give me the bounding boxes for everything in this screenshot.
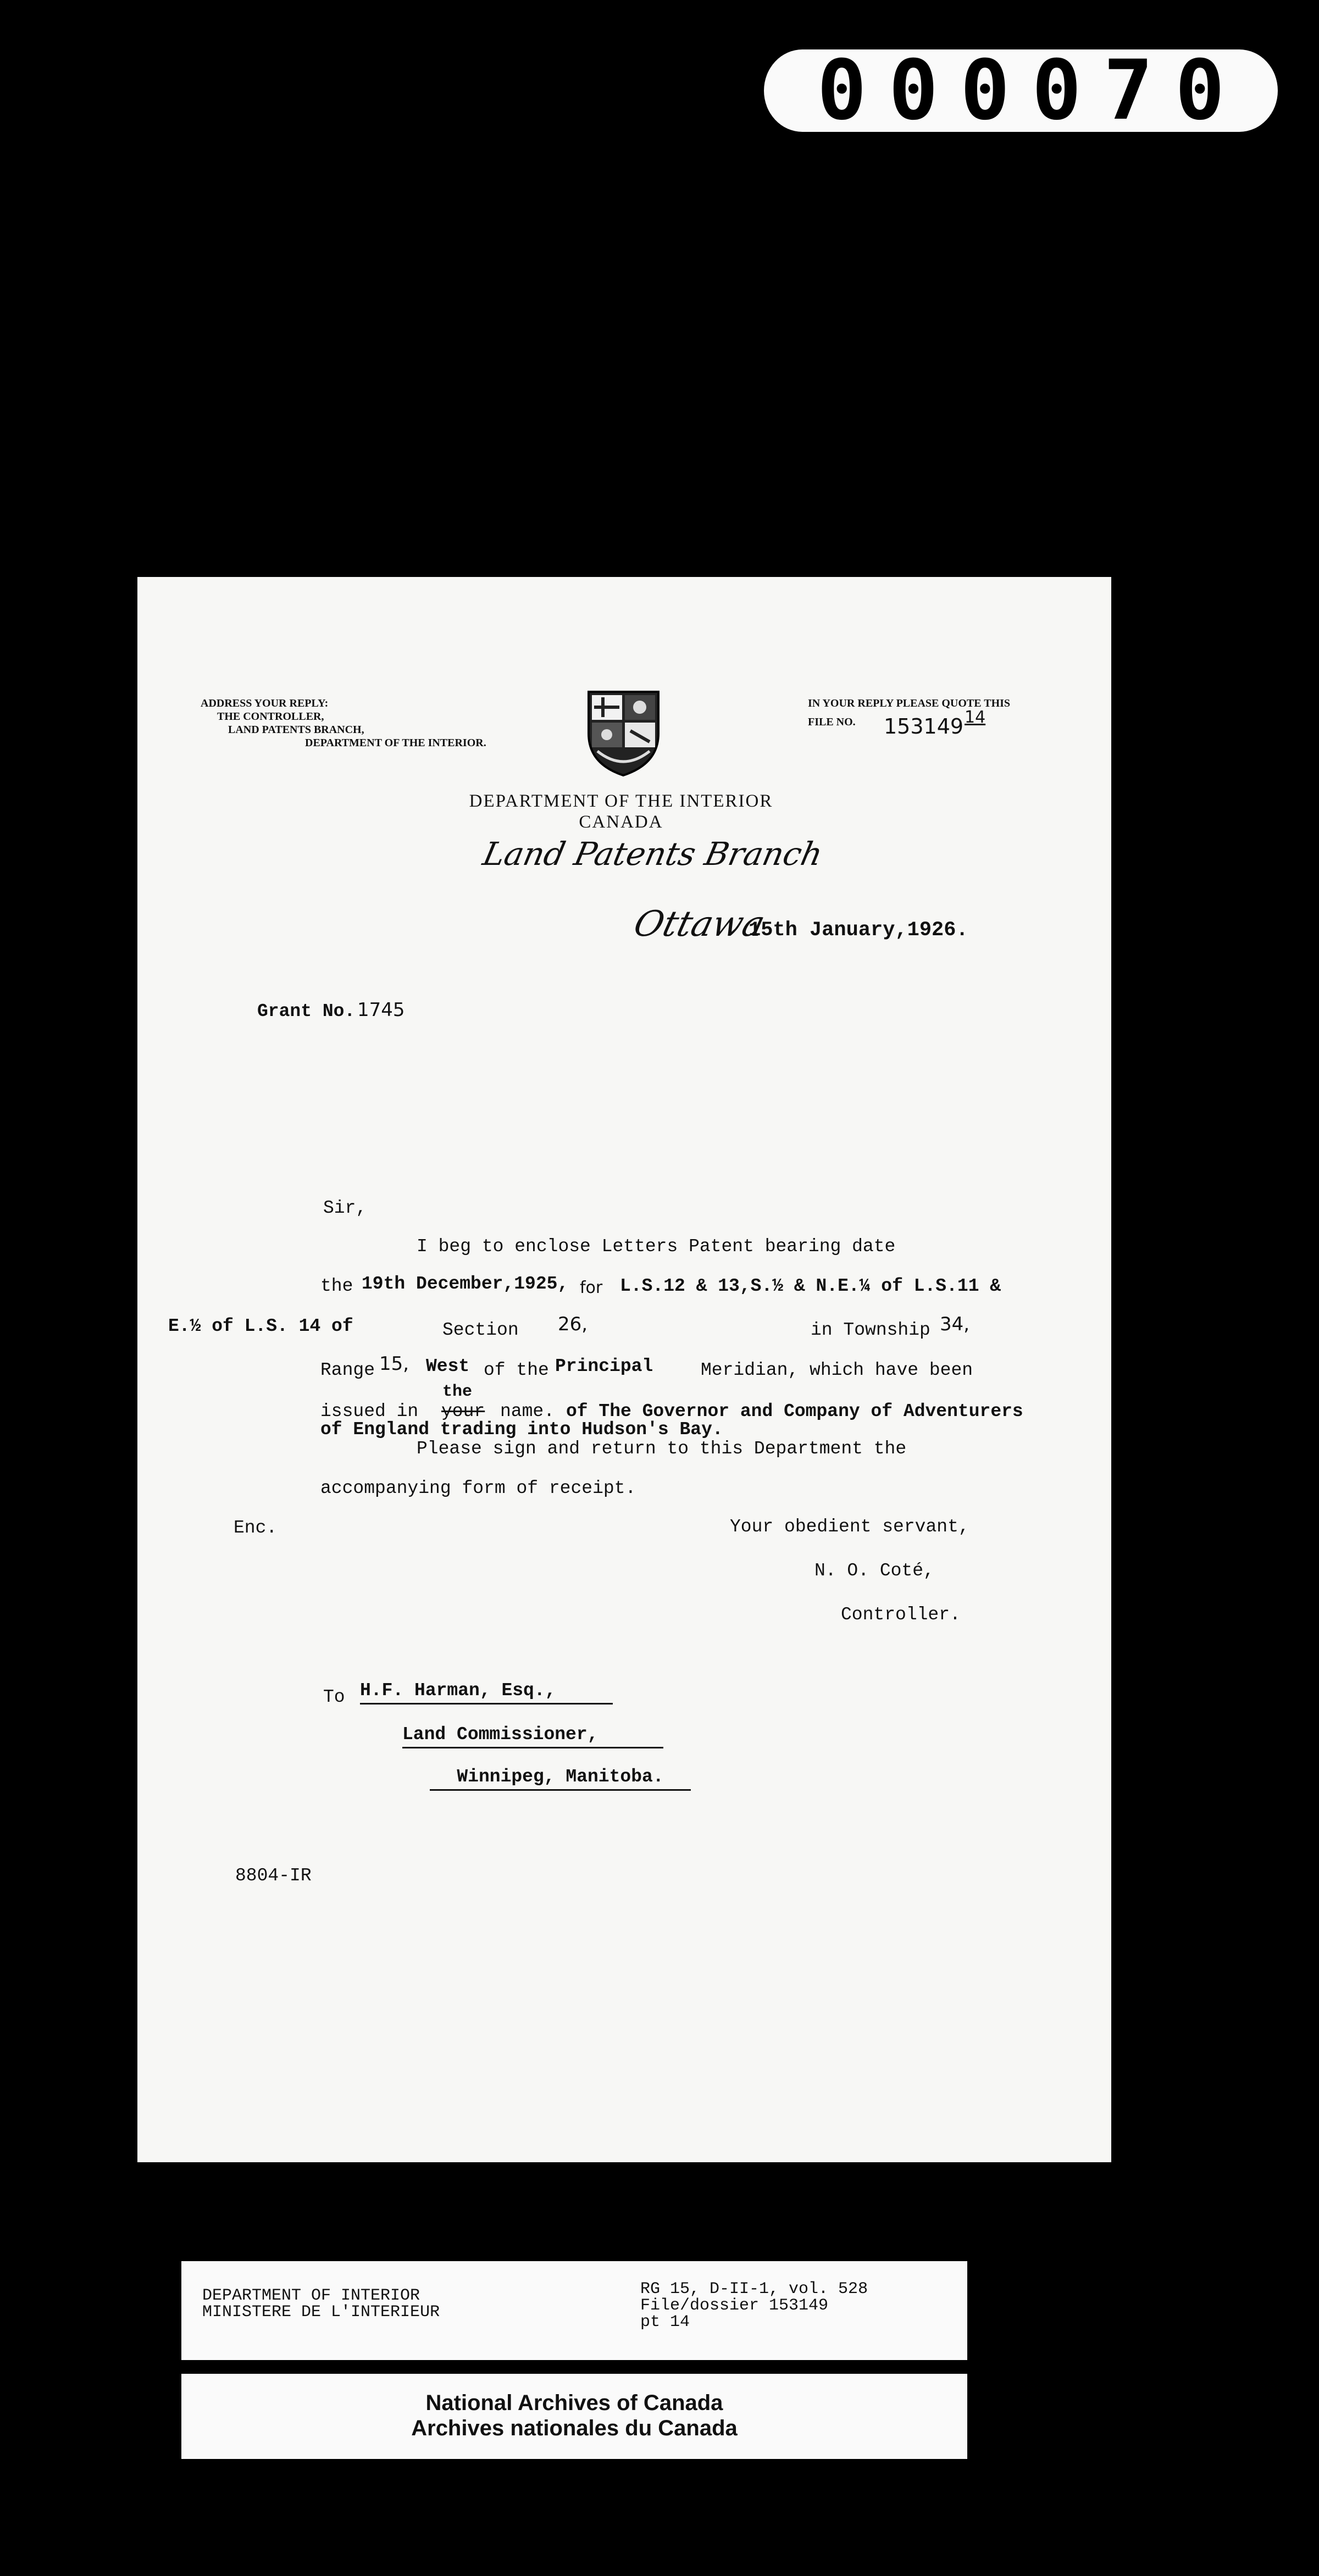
coat-of-arms-icon [586,690,661,778]
grantee-line-1: of The Governor and Company of Adventurers [566,1401,1023,1422]
address-controller: THE CONTROLLER, [217,710,324,723]
address-dept: DEPARTMENT OF THE INTERIOR. [305,737,486,749]
struck-word: your [441,1401,485,1422]
land-description: L.S.12 & 13,S.½ & N.E.¼ of L.S.11 & [620,1276,1001,1296]
enclosure-mark: Enc. [234,1518,278,1538]
section-label: Section [442,1320,519,1340]
archive-reference-card [181,2261,967,2360]
body-instruction-cont: accompanying form of receipt. [320,1478,636,1498]
land-description-cont: E.½ of L.S. 14 of [168,1316,353,1336]
address-reply-block [201,697,486,750]
section-number: 26, [558,1313,588,1335]
issued-in-text: issued in [320,1401,419,1422]
addressee-name: H.F. Harman, Esq., [360,1680,613,1705]
signer-title: Controller. [841,1605,961,1625]
grant-date: 19th December,1925, [362,1274,569,1294]
archive-name-fr: Archives nationales du Canada [411,2416,738,2440]
meridian-text: Meridian, which have been [701,1360,973,1380]
addressee-city: Winnipeg, Manitoba. [430,1767,691,1791]
archive-name-en: National Archives of Canada [425,2391,723,2415]
address-reply-label: ADDRESS YOUR REPLY: [201,697,329,709]
frame-number-plate [764,43,1278,138]
footer-dept-en: DEPARTMENT OF INTERIOR [202,2286,420,2305]
principal-word: Principal [555,1356,653,1376]
addressee-title: Land Commissioner, [402,1724,663,1748]
of-the-text: of the [484,1360,549,1380]
body-instruction: Please sign and return to this Department the [417,1439,907,1459]
west-word: West [426,1356,470,1376]
footer-ref-line-2: File/dossier 153149 [640,2296,829,2315]
address-branch: LAND PATENTS BRANCH, [228,724,364,736]
township-number: 34, [940,1313,970,1335]
inserted-the: the [442,1383,473,1401]
body-line-1: I beg to enclose Letters Patent bearing date [417,1236,896,1257]
signer-name: N. O. Coté, [814,1561,934,1581]
body-line-2-start: the [320,1276,353,1296]
letter-sheet [137,577,1111,2162]
letter-date: 15th January,1926. [749,919,968,942]
place-script: Ottawa [629,904,769,945]
range-label: Range [320,1360,375,1380]
salutation: Sir, [323,1198,367,1218]
department-country: CANADA [579,812,663,832]
township-label: in Township [811,1320,930,1340]
frame-number: 000070 [817,43,1247,138]
reference-code: 8804-IR [235,1866,312,1886]
branch-script: Land Patents Branch [479,835,826,873]
footer-dept-fr: MINISTERE DE L'INTERIEUR [202,2303,440,2322]
file-no-value: 153149 [884,714,964,739]
footer-ref-line-3: pt 14 [640,2313,690,2331]
grant-number: 1745 [357,999,405,1021]
range-number: 15, [379,1353,409,1375]
file-no-part: 14 [965,708,986,727]
archive-name-card [181,2374,967,2459]
grant-label: Grant No. [257,1001,356,1021]
file-no-label: FILE NO. [808,716,856,728]
quote-instruction: IN YOUR REPLY PLEASE QUOTE THIS [808,697,1011,709]
to-label: To [323,1687,345,1707]
department-name: DEPARTMENT OF THE INTERIOR [469,791,773,811]
for-word: for [580,1278,603,1297]
name-word: name. [500,1401,555,1422]
footer-ref-line-1: RG 15, D-II-1, vol. 528 [640,2280,868,2299]
grantee-line-2: of England trading into Hudson's Bay. [320,1419,723,1440]
closing: Your obedient servant, [730,1517,969,1537]
